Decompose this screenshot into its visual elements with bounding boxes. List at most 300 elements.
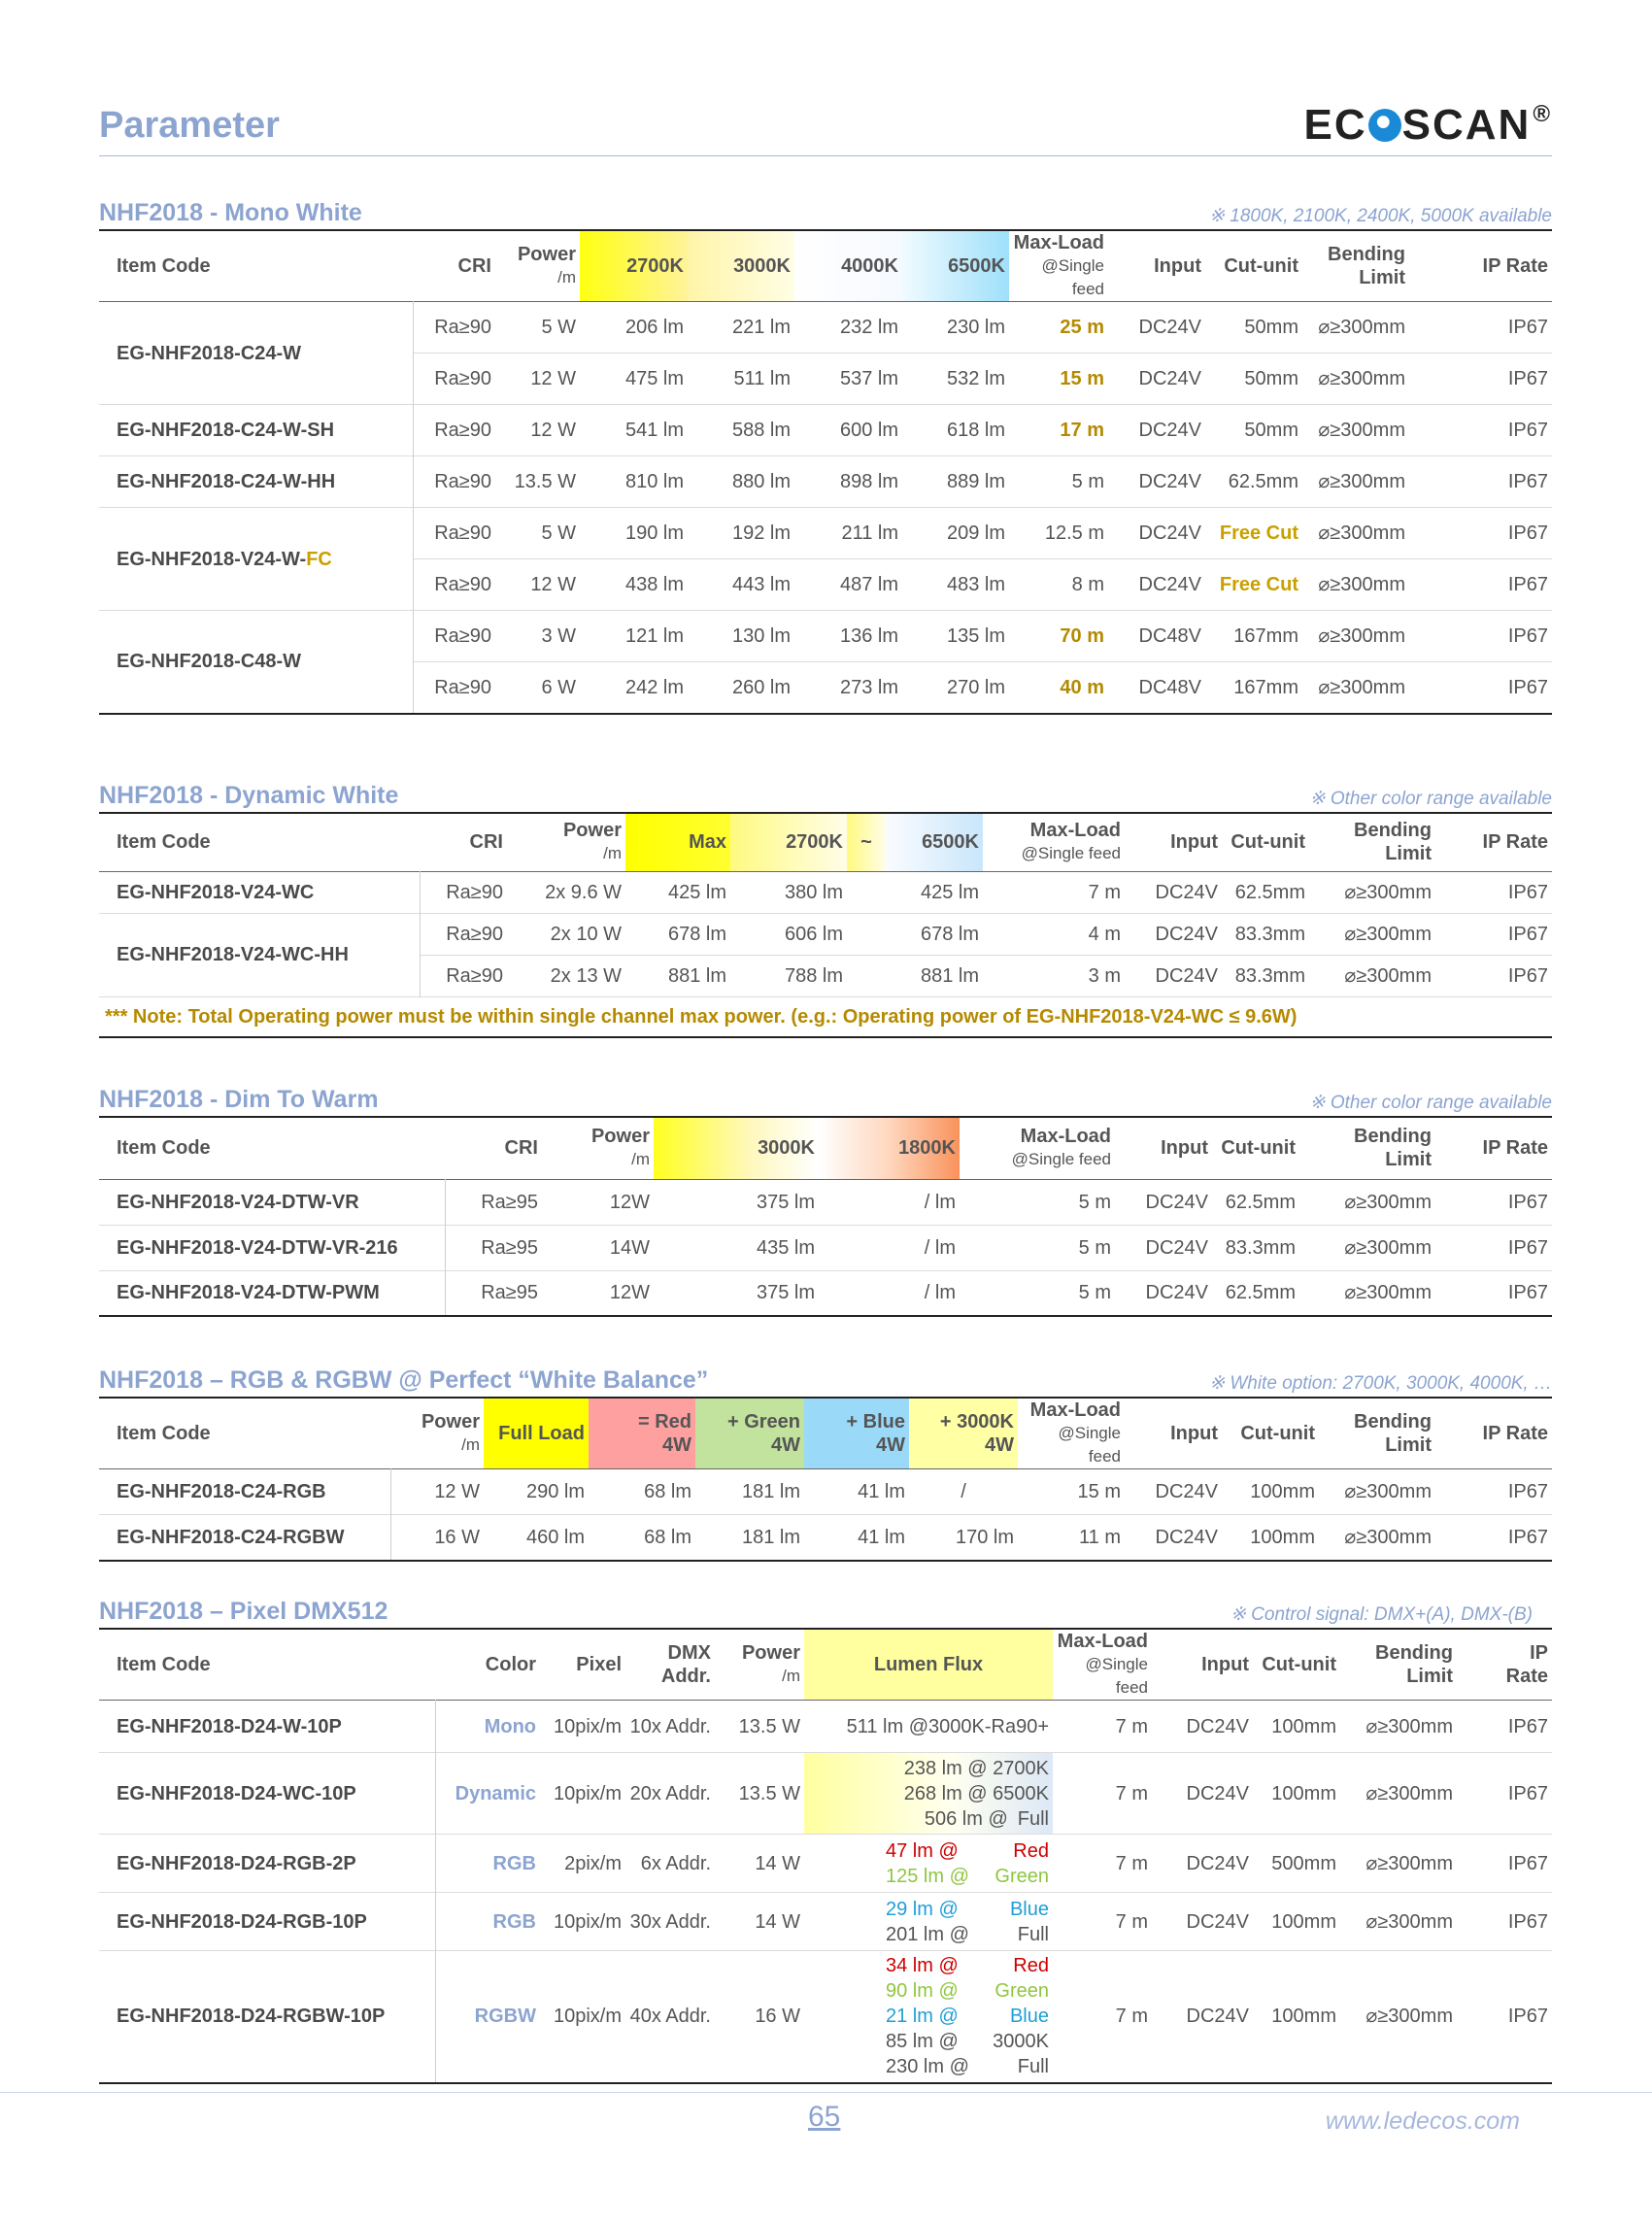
cell-3000k: 221 lm [731, 317, 791, 338]
cell-ip-rate: IP67 [1507, 881, 1548, 903]
col-max-load: Max-Load @Single feed [1057, 1631, 1148, 1697]
cell-max-load: 11 m [1079, 1526, 1121, 1548]
cell-color: Dynamic [455, 1782, 536, 1804]
col-1800k: 1800K [819, 1117, 960, 1179]
col-2700k: 2700K [730, 813, 847, 871]
col-ip-rate: IP Rate [1482, 1137, 1548, 1160]
cell-color: RGB [492, 1910, 536, 1933]
cell-dmx: 10x Addr. [629, 1715, 711, 1737]
cell-bending: ⌀≥300mm [1318, 625, 1405, 647]
col-ip-rate: IP Rate [1482, 1423, 1548, 1444]
cell-ip-rate: IP67 [1507, 317, 1548, 338]
pixel-dmx512-table [99, 1628, 1552, 2084]
cell-max-load: 12.5 m [1044, 523, 1104, 544]
col-bending: Bending Limit [1328, 244, 1405, 288]
cell-ip-rate: IP67 [1507, 1282, 1548, 1304]
cell-cri: Ra≥95 [481, 1282, 538, 1304]
cell-bending: ⌀≥300mm [1344, 964, 1432, 987]
cell-power: 6 W [541, 676, 576, 698]
col-item-code: Item Code [117, 1137, 211, 1160]
cell-power: 14W [609, 1236, 650, 1259]
cell-cut-unit: Free Cut [1219, 523, 1298, 544]
cell-cri: Ra≥95 [481, 1191, 538, 1213]
cell-cri: Ra≥95 [481, 1236, 538, 1259]
col-input: Input [1161, 1137, 1208, 1160]
page-number: 65 [808, 2101, 841, 2133]
cell-3000k: 170 lm [955, 1526, 1014, 1548]
free-cut-suffix: FC [306, 548, 332, 570]
item-code: EG-NHF2018-V24-W-FC [99, 508, 413, 611]
cell-tilde [847, 871, 886, 913]
page-title: Parameter [99, 105, 280, 146]
cell-ip-rate: IP67 [1507, 1191, 1548, 1213]
cell-dmx: 20x Addr. [629, 1782, 711, 1804]
cell-6500k: 678 lm [920, 923, 979, 945]
section-pixel-dmx512 [99, 1595, 1552, 2084]
cell-ip-rate: IP67 [1507, 368, 1548, 389]
cell-power: 12 W [530, 574, 576, 595]
section-title: NHF2018 - Dim To Warm [99, 1086, 379, 1113]
cell-6500k: 532 lm [946, 368, 1005, 389]
cell-ip-rate: IP67 [1507, 1526, 1548, 1548]
cell-ip-rate: IP67 [1507, 676, 1548, 698]
col-max-load: Max-Load @Single feed [1013, 232, 1104, 298]
table-row [99, 508, 1552, 559]
cell-lumen-flux: 34 lm @ Red 90 lm @ Green 21 lm @ Blue 85 lm @ 3000K 230 lm @ Full [886, 1955, 1049, 2078]
cell-4000k: 232 lm [839, 317, 898, 338]
cell-input: DC24V [1155, 923, 1218, 945]
item-code: EG-NHF2018-C24-W-HH [99, 456, 413, 508]
cell-power: 12 W [434, 1481, 480, 1502]
cell-4000k: 273 lm [839, 676, 898, 698]
section-note: ※ 1800K, 2100K, 2400K, 5000K available [1209, 206, 1552, 226]
rgb-rgbw-table [99, 1397, 1552, 1562]
cell-bending: ⌀≥300mm [1365, 1852, 1453, 1874]
cell-power: 16 W [755, 2006, 800, 2028]
col-item-code: Item Code [117, 831, 211, 854]
cell-input: DC24V [1155, 881, 1218, 903]
item-code: EG-NHF2018-D24-RGBW-10P [99, 1951, 435, 2083]
cell-max-load: 15 m [1077, 1481, 1121, 1502]
col-bending: Bending Limit [1354, 1126, 1432, 1171]
col-ip-rate: IP Rate [1482, 255, 1548, 277]
cell-max-load: 5 m [1071, 471, 1104, 492]
cell-ip-rate: IP67 [1507, 471, 1548, 492]
cell-max-load: 5 m [1078, 1191, 1111, 1213]
cell-cut-unit: 100mm [1271, 2006, 1336, 2028]
cell-3000k: 443 lm [731, 574, 791, 595]
cell-full-load: 460 lm [525, 1526, 585, 1548]
col-bending: Bending Limit [1354, 820, 1432, 865]
cell-ip-rate: IP67 [1507, 1481, 1548, 1502]
cell-cut-unit: Free Cut [1219, 574, 1298, 595]
section-dim-to-warm [99, 1083, 1552, 1317]
registered-mark: ® [1533, 101, 1552, 127]
cell-input: DC24V [1145, 1282, 1208, 1304]
col-3000k: + 3000K 4W [909, 1398, 1018, 1469]
cell-ip-rate: IP67 [1507, 1715, 1548, 1737]
logo-drop-icon [1368, 109, 1401, 142]
section-mono-white [99, 196, 1552, 715]
cell-4000k: 136 lm [839, 625, 898, 647]
cell-cri: Ra≥90 [434, 420, 491, 441]
item-code: EG-NHF2018-D24-RGB-2P [99, 1835, 435, 1893]
section-note: ※ White option: 2700K, 3000K, 4000K, … [1209, 1373, 1552, 1394]
cell-4000k: 211 lm [841, 523, 898, 544]
cell-bending: ⌀≥300mm [1344, 1526, 1432, 1548]
item-code: EG-NHF2018-C24-RGBW [99, 1515, 390, 1561]
item-code: EG-NHF2018-D24-WC-10P [99, 1753, 435, 1835]
cell-input: DC24V [1186, 1715, 1249, 1737]
ecoscan-logo [1304, 101, 1553, 150]
item-code: EG-NHF2018-V24-WC-HH [99, 913, 420, 996]
cell-2700k: 206 lm [624, 317, 684, 338]
cell-max-load: 25 m [1060, 317, 1104, 338]
cell-green: 181 lm [741, 1481, 800, 1502]
cell-max-load: 17 m [1060, 420, 1104, 441]
cell-bending: ⌀≥300mm [1344, 1481, 1432, 1502]
footnote-row [99, 996, 1552, 1037]
col-green: + Green 4W [695, 1398, 804, 1469]
table-row [99, 405, 1552, 456]
cell-power: 13.5 W [738, 1782, 800, 1804]
cell-power: 13.5 W [514, 471, 576, 492]
cell-cut-unit: 100mm [1271, 1782, 1336, 1804]
col-cri: CRI [457, 255, 491, 277]
cell-ip-rate: IP67 [1507, 964, 1548, 987]
cell-full-load: 290 lm [525, 1481, 585, 1502]
cell-6500k: 230 lm [946, 317, 1005, 338]
cell-power: 2x 10 W [550, 923, 622, 945]
logo-text-right: SCAN [1401, 101, 1532, 149]
cell-cri: Ra≥90 [446, 964, 503, 987]
col-pixel: Pixel [576, 1654, 622, 1675]
col-power: Power /m [562, 820, 622, 863]
cell-green: 181 lm [741, 1526, 800, 1548]
col-red: = Red 4W [589, 1398, 695, 1469]
cell-bending: ⌀≥300mm [1344, 881, 1432, 903]
col-cut-unit: Cut-unit [1262, 1654, 1336, 1675]
col-max-load: Max-Load @Single feed [1021, 820, 1121, 863]
cell-2700k: 475 lm [624, 368, 684, 389]
cell-4000k: 537 lm [839, 368, 898, 389]
cell-bending: ⌀≥300mm [1344, 1282, 1432, 1304]
cell-power: 12 W [530, 420, 576, 441]
cell-1800k: / lm [924, 1191, 956, 1213]
section-title: NHF2018 – Pixel DMX512 [99, 1598, 388, 1625]
cell-6500k: 425 lm [920, 881, 979, 903]
cell-3000k: 375 lm [756, 1191, 815, 1213]
col-power: Power /m [421, 1411, 480, 1454]
cell-max: 678 lm [667, 923, 726, 945]
col-cut-unit: Cut-unit [1221, 1137, 1296, 1160]
cell-3000k: 511 lm [733, 368, 791, 389]
cell-bending: ⌀≥300mm [1318, 420, 1405, 441]
col-cut-unit: Cut-unit [1224, 255, 1298, 277]
cell-tilde [847, 955, 886, 996]
col-max-load: Max-Load @Single feed [1029, 1399, 1121, 1466]
cell-power: 12W [609, 1282, 650, 1304]
cell-dmx: 30x Addr. [629, 1910, 711, 1933]
cell-cri: Ra≥90 [434, 317, 491, 338]
col-input: Input [1170, 1423, 1218, 1444]
cell-4000k: 600 lm [839, 420, 898, 441]
dynamic-white-table [99, 812, 1552, 1038]
cell-cut-unit: 100mm [1250, 1526, 1315, 1548]
table-row [99, 1893, 1552, 1951]
cell-cri: Ra≥90 [446, 923, 503, 945]
title-divider [99, 155, 1552, 156]
cell-3000k: 375 lm [756, 1282, 815, 1304]
col-cut-unit: Cut-unit [1240, 1423, 1315, 1444]
cell-max-load: 7 m [1115, 2006, 1148, 2028]
section-title: NHF2018 – RGB & RGBW @ Perfect “White Balance” [99, 1366, 709, 1394]
cell-cut-unit: 50mm [1244, 420, 1298, 441]
cell-power: 5 W [541, 317, 576, 338]
power-footnote: *** Note: Total Operating power must be within single channel max power. (e.g.: Operating power of EG-NHF2018-V24-WC ≤ 9.6W) [105, 1005, 1298, 1028]
item-code: EG-NHF2018-V24-DTW-PWM [99, 1270, 445, 1316]
cell-max-load: 7 m [1115, 1852, 1148, 1874]
cell-6500k: 889 lm [946, 471, 1005, 492]
cell-2700k: 606 lm [784, 923, 843, 945]
cell-6500k: 483 lm [946, 574, 1005, 595]
cell-pixel: 10pix/m [553, 1782, 622, 1804]
table-row [99, 1469, 1552, 1515]
cell-input: DC24V [1138, 471, 1201, 492]
cell-ip-rate: IP67 [1507, 923, 1548, 945]
table-row [99, 1753, 1552, 1835]
table-row [99, 302, 1552, 354]
cell-pixel: 10pix/m [553, 2006, 622, 2028]
cell-cut-unit: 62.5mm [1234, 881, 1305, 903]
cell-max-load: 5 m [1078, 1282, 1111, 1304]
cell-cut-unit: 62.5mm [1225, 1191, 1296, 1213]
dim-to-warm-table [99, 1116, 1552, 1317]
cell-input: DC24V [1138, 420, 1201, 441]
cell-lumen-flux: 511 lm @3000K-Ra90+ [846, 1715, 1049, 1737]
table-row [99, 1701, 1552, 1753]
footer-divider [0, 2092, 1652, 2093]
cell-max-load: 7 m [1115, 1782, 1148, 1804]
website-link[interactable]: www.ledecos.com [1325, 2107, 1520, 2135]
cell-input: DC24V [1186, 1852, 1249, 1874]
cell-max-load: 7 m [1088, 881, 1121, 903]
cell-cut-unit: 62.5mm [1228, 471, 1298, 492]
cell-red: 68 lm [644, 1481, 691, 1502]
cell-ip-rate: IP67 [1507, 523, 1548, 544]
cell-ip-rate: IP67 [1507, 574, 1548, 595]
cell-ip-rate: IP67 [1507, 625, 1548, 647]
cell-6500k: 618 lm [946, 420, 1005, 441]
cell-ip-rate: IP67 [1507, 2006, 1548, 2028]
section-dynamic-white [99, 779, 1552, 1038]
cell-max-load: 4 m [1088, 923, 1121, 945]
cell-bending: ⌀≥300mm [1344, 1236, 1432, 1259]
cell-cri: Ra≥90 [434, 676, 491, 698]
cell-cut-unit: 100mm [1271, 1715, 1336, 1737]
item-code: EG-NHF2018-V24-WC [99, 871, 420, 913]
cell-cri: Ra≥90 [434, 368, 491, 389]
cell-2700k: 190 lm [624, 523, 684, 544]
col-input: Input [1170, 831, 1218, 854]
cell-input: DC24V [1138, 317, 1201, 338]
cell-cri: Ra≥90 [434, 471, 491, 492]
col-bending: Bending Limit [1375, 1642, 1453, 1687]
table-row [99, 1951, 1552, 2083]
cell-blue: 41 lm [858, 1481, 905, 1502]
cell-input: DC24V [1138, 368, 1201, 389]
item-code: EG-NHF2018-D24-W-10P [99, 1701, 435, 1753]
col-3000k: 3000K [654, 1117, 819, 1179]
cell-cut-unit: 167mm [1233, 625, 1298, 647]
cell-power: 16 W [434, 1526, 480, 1548]
cell-2700k: 121 lm [624, 625, 684, 647]
cell-3000k: 130 lm [731, 625, 791, 647]
cell-blue: 41 lm [858, 1526, 905, 1548]
cell-input: DC48V [1138, 676, 1201, 698]
cell-cut-unit: 83.3mm [1225, 1236, 1296, 1259]
cell-pixel: 10pix/m [553, 1715, 622, 1737]
cell-cut-unit: 62.5mm [1225, 1282, 1296, 1304]
cell-1800k: / lm [924, 1282, 956, 1304]
table-row [99, 871, 1552, 913]
cell-bending: ⌀≥300mm [1365, 1782, 1453, 1804]
cell-input: DC24V [1186, 1910, 1249, 1933]
cell-input: DC24V [1155, 1481, 1218, 1502]
section-note: ※ Other color range available [1309, 1093, 1552, 1113]
cell-max-load: 70 m [1060, 625, 1104, 647]
cell-max-load: 3 m [1088, 964, 1121, 987]
cell-bending: ⌀≥300mm [1318, 368, 1405, 389]
cell-max: 881 lm [667, 964, 726, 987]
col-item-code: Item Code [117, 1654, 211, 1675]
cell-bending: ⌀≥300mm [1318, 523, 1405, 544]
cell-3000k: 260 lm [731, 676, 791, 698]
col-2700k: 2700K [580, 230, 688, 302]
table-row [99, 456, 1552, 508]
cell-bending: ⌀≥300mm [1318, 317, 1405, 338]
cell-input: DC48V [1138, 625, 1201, 647]
col-dmx: DMX Addr. [660, 1642, 711, 1687]
cell-bending: ⌀≥300mm [1318, 676, 1405, 698]
cell-2700k: 541 lm [624, 420, 684, 441]
cell-red: 68 lm [644, 1526, 691, 1548]
cell-power: 14 W [755, 1852, 800, 1874]
cell-cut-unit: 50mm [1244, 368, 1298, 389]
col-power: Power /m [590, 1126, 650, 1169]
cell-bending: ⌀≥300mm [1318, 471, 1405, 492]
cell-3000k: 880 lm [731, 471, 791, 492]
table-row [99, 913, 1552, 955]
col-input: Input [1154, 255, 1201, 277]
col-cri: CRI [504, 1137, 538, 1160]
logo-text-left: EC [1303, 101, 1367, 149]
col-4000k: 4000K [794, 230, 902, 302]
cell-cut-unit: 100mm [1271, 1910, 1336, 1933]
cell-lumen-flux: 238 lm @ 2700K 268 lm @ 6500K 506 lm @ Full [804, 1753, 1053, 1835]
cell-ip-rate: IP67 [1507, 1236, 1548, 1259]
cell-3000k: 435 lm [756, 1236, 815, 1259]
cell-4000k: 487 lm [839, 574, 898, 595]
cell-pixel: 2pix/m [564, 1852, 622, 1874]
cell-max-load: 7 m [1115, 1715, 1148, 1737]
col-item-code: Item Code [117, 255, 211, 277]
cell-power: 3 W [541, 625, 576, 647]
cell-cut-unit: 83.3mm [1234, 923, 1305, 945]
cell-3000k: 192 lm [731, 523, 791, 544]
cell-6500k: 209 lm [946, 523, 1005, 544]
col-tilde: ~ [847, 813, 886, 871]
cell-dmx: 6x Addr. [640, 1852, 711, 1874]
item-code: EG-NHF2018-D24-RGB-10P [99, 1893, 435, 1951]
item-code: EG-NHF2018-C48-W [99, 611, 413, 714]
cell-bending: ⌀≥300mm [1365, 1910, 1453, 1933]
col-bending: Bending Limit [1354, 1411, 1432, 1456]
col-3000k: 3000K [688, 230, 794, 302]
cell-lumen-flux: 29 lm @ Blue 201 lm @ Full [886, 1898, 1049, 1945]
cell-bending: ⌀≥300mm [1318, 574, 1405, 595]
cell-color: RGBW [474, 2006, 536, 2028]
table-row [99, 1225, 1552, 1270]
table-row [99, 1270, 1552, 1316]
col-max: Max [625, 813, 730, 871]
col-lumen-flux: Lumen Flux [804, 1629, 1053, 1701]
cell-max: 425 lm [667, 881, 726, 903]
cell-lumen-flux: 47 lm @ Red 125 lm @ Green [886, 1839, 1049, 1887]
col-blue: + Blue 4W [804, 1398, 909, 1469]
cell-input: DC24V [1145, 1236, 1208, 1259]
cell-pixel: 10pix/m [553, 1910, 622, 1933]
cell-2700k: 242 lm [624, 676, 684, 698]
cell-power: 12W [609, 1191, 650, 1213]
cell-cri: Ra≥90 [434, 574, 491, 595]
col-power: Power /m [517, 244, 576, 287]
cell-power: 5 W [541, 523, 576, 544]
cell-color: Mono [484, 1715, 536, 1737]
cell-input: DC24V [1145, 1191, 1208, 1213]
cell-power: 14 W [755, 1910, 800, 1933]
cell-ip-rate: IP67 [1507, 1852, 1548, 1874]
col-cut-unit: Cut-unit [1231, 831, 1305, 854]
col-ip-rate: IP Rate [1482, 831, 1548, 854]
col-color: Color [485, 1654, 536, 1675]
cell-color: RGB [492, 1852, 536, 1874]
cell-power: 12 W [530, 368, 576, 389]
cell-ip-rate: IP67 [1507, 1910, 1548, 1933]
cell-bending: ⌀≥300mm [1344, 923, 1432, 945]
col-power: Power /m [741, 1642, 800, 1685]
cell-ip-rate: IP67 [1507, 420, 1548, 441]
cell-2700k: 788 lm [784, 964, 843, 987]
cell-6500k: 270 lm [946, 676, 1005, 698]
col-cri: CRI [469, 831, 503, 854]
item-code: EG-NHF2018-V24-DTW-VR-216 [99, 1225, 445, 1270]
cell-cri: Ra≥90 [446, 881, 503, 903]
section-title: NHF2018 - Dynamic White [99, 782, 399, 809]
cell-dmx: 40x Addr. [629, 2006, 711, 2028]
col-ip-rate: IP Rate [1505, 1642, 1548, 1687]
cell-input: DC24V [1155, 1526, 1218, 1548]
cell-input: DC24V [1186, 1782, 1249, 1804]
cell-2700k: 810 lm [624, 471, 684, 492]
cell-cri: Ra≥90 [434, 523, 491, 544]
cell-input: DC24V [1155, 964, 1218, 987]
item-code: EG-NHF2018-V24-DTW-VR [99, 1179, 445, 1225]
cell-bending: ⌀≥300mm [1365, 1715, 1453, 1737]
col-6500k: 6500K [902, 230, 1009, 302]
col-full-load: Full Load [484, 1398, 589, 1469]
item-code: EG-NHF2018-C24-W [99, 302, 413, 405]
